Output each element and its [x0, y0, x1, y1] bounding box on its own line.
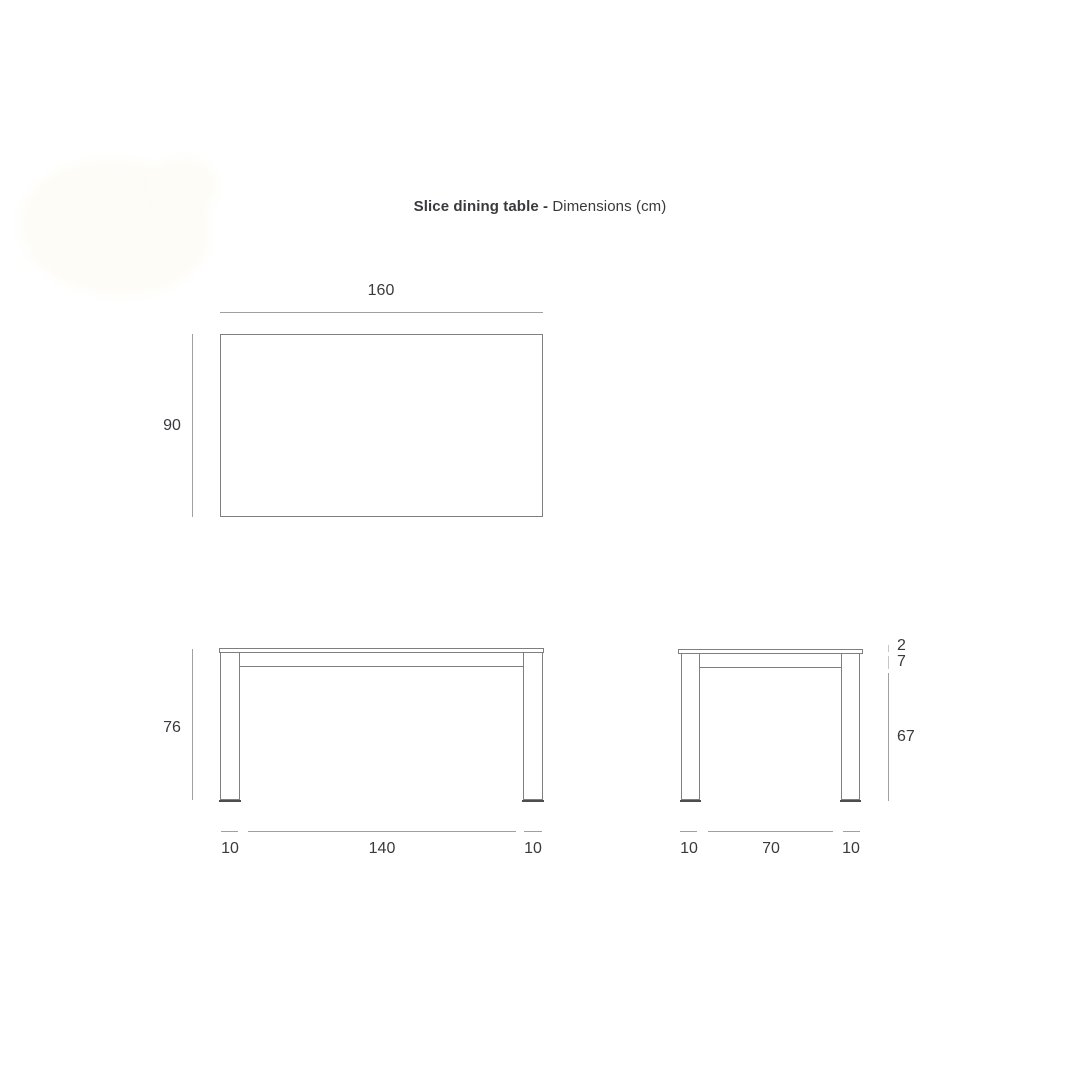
- front-view-right-leg-label: 10: [524, 840, 542, 857]
- front-view-span-label: 140: [368, 840, 396, 857]
- top-view: [193, 313, 544, 518]
- side-view: [679, 645, 889, 832]
- side-view-top-thickness-label: 2: [897, 637, 906, 654]
- side-view-leg-clearance-label: 67: [897, 728, 915, 745]
- front-view-right-leg: [524, 653, 543, 800]
- side-view-span-label: 70: [762, 840, 780, 857]
- front-view: [193, 649, 545, 832]
- front-view-tabletop-slab: [220, 649, 544, 653]
- title-subtitle: Dimensions (cm): [552, 198, 667, 215]
- side-view-left-leg-label: 10: [680, 840, 698, 857]
- side-view-tabletop-slab: [679, 650, 863, 654]
- side-view-left-leg: [682, 654, 700, 800]
- top-view-tabletop-outline: [221, 335, 543, 517]
- front-view-height-label: 76: [163, 719, 181, 736]
- front-view-left-leg-label: 10: [221, 840, 239, 857]
- top-view-width-label: 160: [367, 282, 395, 299]
- top-view-depth-label: 90: [163, 417, 181, 434]
- side-view-right-leg-label: 10: [842, 840, 860, 857]
- side-view-apron-label: 7: [897, 653, 906, 670]
- product-name: Slice dining table -: [413, 198, 549, 215]
- side-view-right-leg: [842, 654, 860, 800]
- front-view-left-leg: [221, 653, 240, 800]
